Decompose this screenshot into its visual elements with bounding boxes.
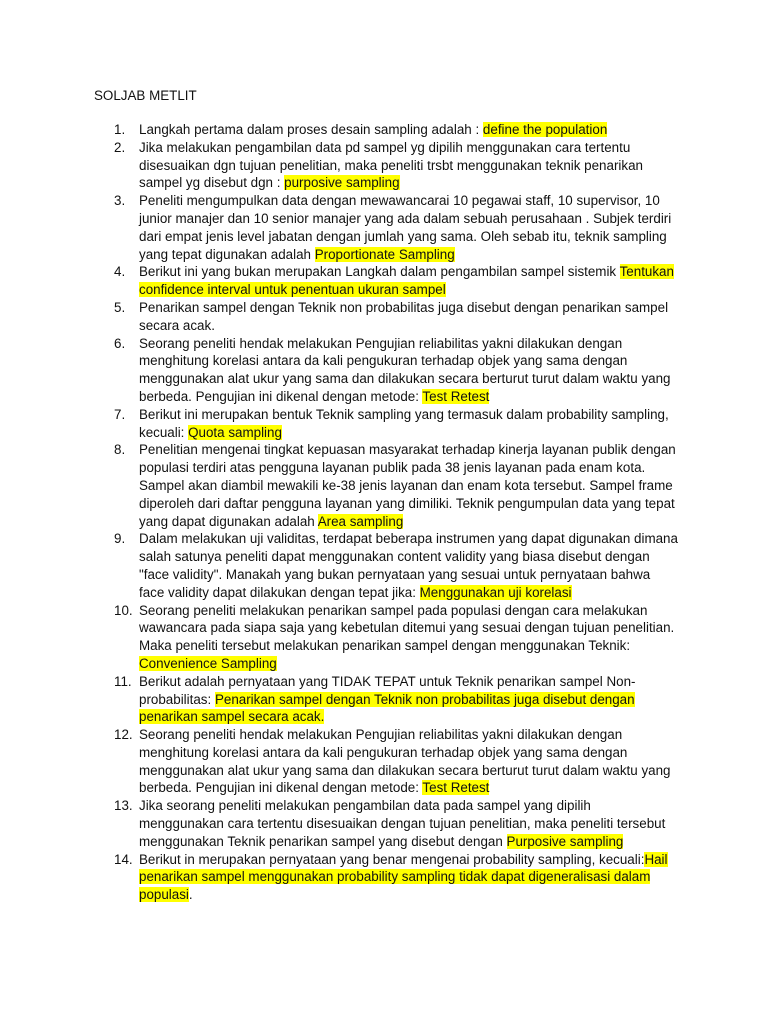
document-title: SOLJAB METLIT: [94, 88, 197, 103]
item-number: 12.: [114, 727, 133, 743]
answer-highlight: define the population: [482, 122, 608, 137]
list-item: [0, 263, 679, 299]
question-text: Jika seorang peneliti melakukan pengambilan data pada sampel yang dipilih menggunakan cara tertentu disesuaikan dengan tujuan penelitian, maka peneliti tersebut menggunakan Teknik penarikan sampel yang disebut dengan: [139, 798, 666, 849]
item-number: 14.: [114, 851, 133, 867]
question-list: [0, 121, 768, 904]
list-item: [0, 797, 679, 850]
item-number: 11.: [114, 673, 132, 689]
answer-highlight: Tentukan confidence interval untuk penentuan ukuran sampel: [139, 264, 674, 298]
answer-highlight: Test Retest: [422, 780, 490, 796]
question-text: Peneliti mengumpulkan data dengan mewawancarai 10 pegawai staff, 10 supervisor, 10 junior manajer dan 10 senior manajer yang ada dalam sebuah perusahaan . Subjek terdiri dari empat jenis level jabatan dengan jumlah yang sama. Oleh sebab itu, teknik sampling yang tepat digunakan adalah: [139, 193, 672, 262]
question-text: Berikut ini yang bukan merupakan Langkah dalam pengambilan sampel sistemik: [139, 264, 620, 280]
item-number: 6.: [114, 335, 126, 351]
item-number: 2.: [114, 139, 126, 155]
answer-highlight: Menggunakan uji korelasi: [419, 584, 572, 600]
list-item: [0, 726, 679, 797]
question-text: Penarikan sampel dengan Teknik non probabilitas juga disebut dengan penarikan sampel secara acak.: [139, 299, 669, 333]
answer-highlight: Quota sampling: [188, 424, 282, 440]
item-number: 5.: [114, 299, 126, 315]
answer-highlight: Test Retest: [422, 388, 490, 404]
answer-highlight: Penarikan sampel dengan Teknik non probabilitas juga disebut dengan penarikan sampel secara acak.: [139, 691, 635, 725]
list-item: [0, 299, 679, 335]
list-item: [0, 406, 679, 442]
item-number: 7.: [114, 406, 126, 422]
question-text: Berikut in merupakan pernyataan yang benar mengenai probability sampling, kecuali:: [139, 851, 645, 867]
question-text: Berikut adalah pernyataan yang TIDAK TEPAT untuk Teknik penarikan sampel Non-probabilitas:: [139, 673, 636, 707]
item-number: 10.: [114, 602, 133, 618]
list-item: [0, 673, 679, 726]
answer-highlight: Proportionate Sampling: [314, 246, 455, 262]
question-text: Penelitian mengenai tingkat kepuasan masyarakat terhadap kinerja layanan publik dengan populasi terdiri atas pengguna layanan publik pada 38 jenis layanan pada enam kota. Sampel akan diambil mewakili ke-38 jenis layanan dan enam kota tersebut. Sampel frame diperoleh dari daftar pengguna layanan yang dimiliki. Teknik pengumpulan data yang tepat yang dapat digunakan adalah: [139, 442, 676, 529]
question-text: Jika melakukan pengambilan data pd sampel yg dipilih menggunakan cara tertentu disesuaikan dgn tujuan penelitian, maka peneliti trsbt menggunakan teknik penarikan sampel yg disebut dgn :: [139, 139, 643, 191]
item-number: 8.: [114, 442, 126, 458]
item-number: 1.: [114, 122, 126, 137]
list-item: [0, 335, 679, 406]
list-item: [0, 851, 679, 904]
question-text: Seorang peneliti melakukan penarikan sampel pada populasi dengan cara melakukan wawancara pada siapa saja yang kebetulan ditemui yang sesuai dengan tujuan penelitian. Maka peneliti tersebut melakukan penarikan sampel dengan menggunakan Teknik:: [139, 602, 675, 654]
question-text: Seorang peneliti hendak melakukan Pengujian reliabilitas yakni dilakukan dengan menghitung korelasi antara da kali pengukuran terhadap objek yang sama dengan menggunakan alat ukur yang sama dan dilakukan secara berturut turut dalam waktu yang berbeda. Pengujian ini dikenal dengan metode:: [139, 727, 671, 796]
question-text: Berikut ini merupakan bentuk Teknik sampling yang termasuk dalam probability sampling, kecuali:: [139, 406, 669, 440]
list-item: [0, 121, 679, 139]
item-number: 3.: [114, 193, 126, 209]
question-text: Dalam melakukan uji validitas, terdapat beberapa instrumen yang dapat digunakan dimana salah satunya peneliti dapat menggunakan content validity yang biasa disebut dengan "face validity". Manakah yang bukan pernyataan yang sesuai untuk pernyataan bahwa face validity dapat dilakukan dengan tepat jika:: [139, 531, 678, 600]
question-after: .: [188, 887, 193, 903]
answer-highlight: Purposive sampling: [506, 833, 624, 849]
answer-highlight: Hail penarikan sampel menggunakan probability sampling tidak dapat digeneralisasi dalam populasi: [139, 851, 668, 903]
question-text: Seorang peneliti hendak melakukan Pengujian reliabilitas yakni dilakukan dengan menghitung korelasi antara da kali pengukuran terhadap objek yang sama dengan menggunakan alat ukur yang sama dan dilakukan secara berturut turut dalam waktu yang berbeda. Pengujian ini dikenal dengan metode:: [139, 335, 671, 404]
list-item: [0, 602, 679, 673]
answer-highlight: Convenience Sampling: [139, 655, 277, 671]
list-item: [0, 192, 679, 263]
list-item: [0, 441, 679, 530]
list-item: [0, 530, 679, 601]
answer-highlight: Area sampling: [317, 513, 404, 529]
item-number: 13.: [114, 798, 133, 814]
answer-highlight: purposive sampling: [284, 175, 400, 191]
question-text: Langkah pertama dalam proses desain sampling adalah :: [139, 122, 483, 137]
item-number: 4.: [114, 264, 126, 280]
item-number: 9.: [114, 531, 126, 547]
list-item: [0, 139, 679, 192]
